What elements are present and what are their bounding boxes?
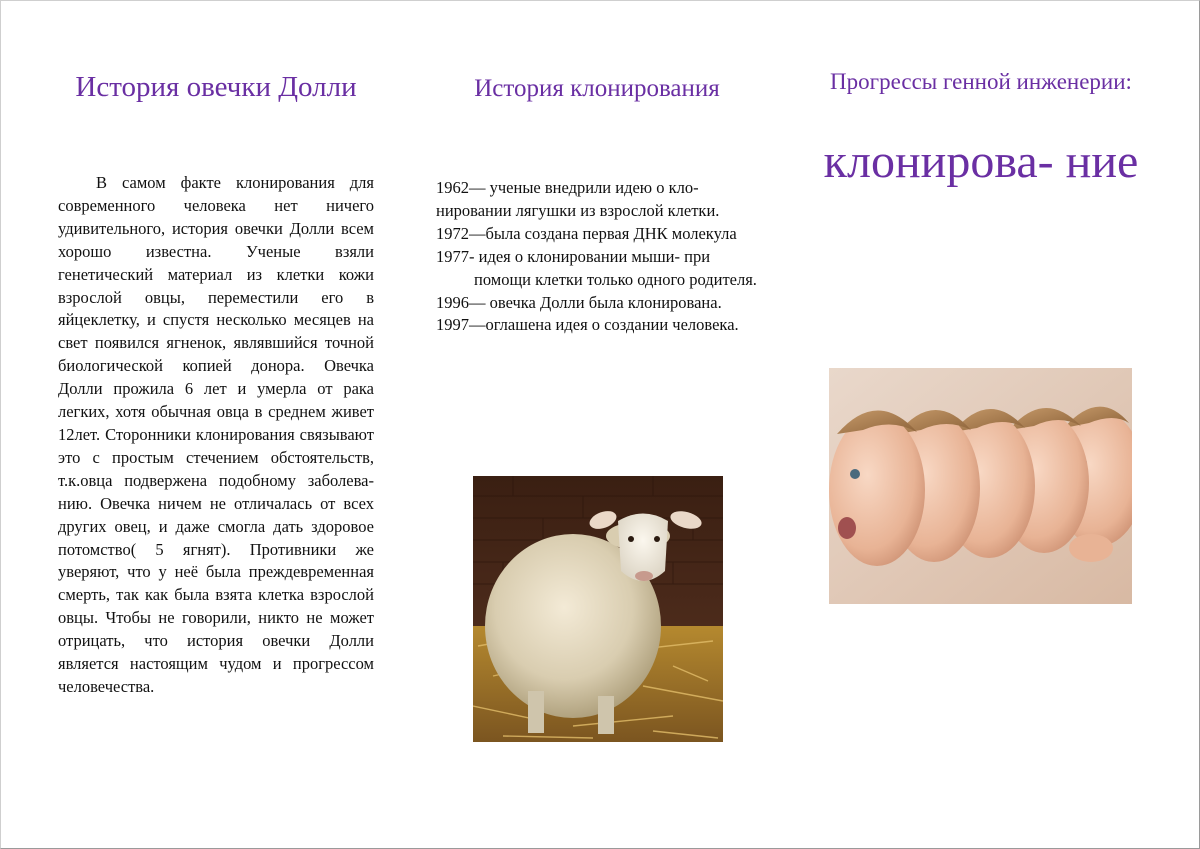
cloned-babies-photo [829, 368, 1132, 604]
timeline-item: 1997—оглашена идея о создании человека. [436, 315, 739, 335]
timeline-item: 1962— ученые внедрили идею о клонировании лягушки из взрослой клетки. [436, 178, 720, 220]
timeline-item: 1972—была создана первая ДНК молекула [436, 223, 737, 243]
cloning-history-title: История клонирования [474, 75, 720, 102]
column-cloning-history [436, 0, 758, 849]
timeline-item: 1977- идея о клонировании мыши- при помощи клетки только одного родителя. [436, 246, 757, 289]
column-dolly-history [58, 0, 374, 849]
cloning-timeline [436, 177, 758, 337]
cloning-title: клонирова- ние [823, 135, 1139, 188]
timeline-item: 1996— овечка Долли была клонирована. [436, 292, 722, 312]
sheep-photo [473, 476, 723, 742]
genetic-progress-subtitle: Прогрессы генной инженерии: [830, 69, 1132, 94]
dolly-history-title: История овечки Долли [75, 71, 357, 103]
column-genetic-progress [822, 0, 1140, 849]
dolly-history-text: В самом факте клонирования для современного человека нет ничего удивительного, история овечки Долли всем хорошо известна. Ученые взяли генетический материал из клетки кожи взрослой овцы, переместили его в яйцеклетку, и спустя несколько месяцев на свет появился ягненок, являвшийся точной биологической копией донора. Овечка Долли прожила 6 лет и умерла от рака легких, хотя обычная овца в среднем живет 12лет. Сторонники клонирования связывают это с простым стечением обстоятельств, т.к.овца подвержена подобному заболеванию. Овечка ничем не отличалась от всех других овец, и даже смогла дать здоровое потомство( 5 ягнят). Противники же уверяют, что у неё была преждевременная смерть, так как была взята клетка взрослой овцы. Чтобы не говорили, никто не может отрицать, что история овечки Долли является настоящим чудом и прогрессом человечества. [58, 173, 374, 696]
